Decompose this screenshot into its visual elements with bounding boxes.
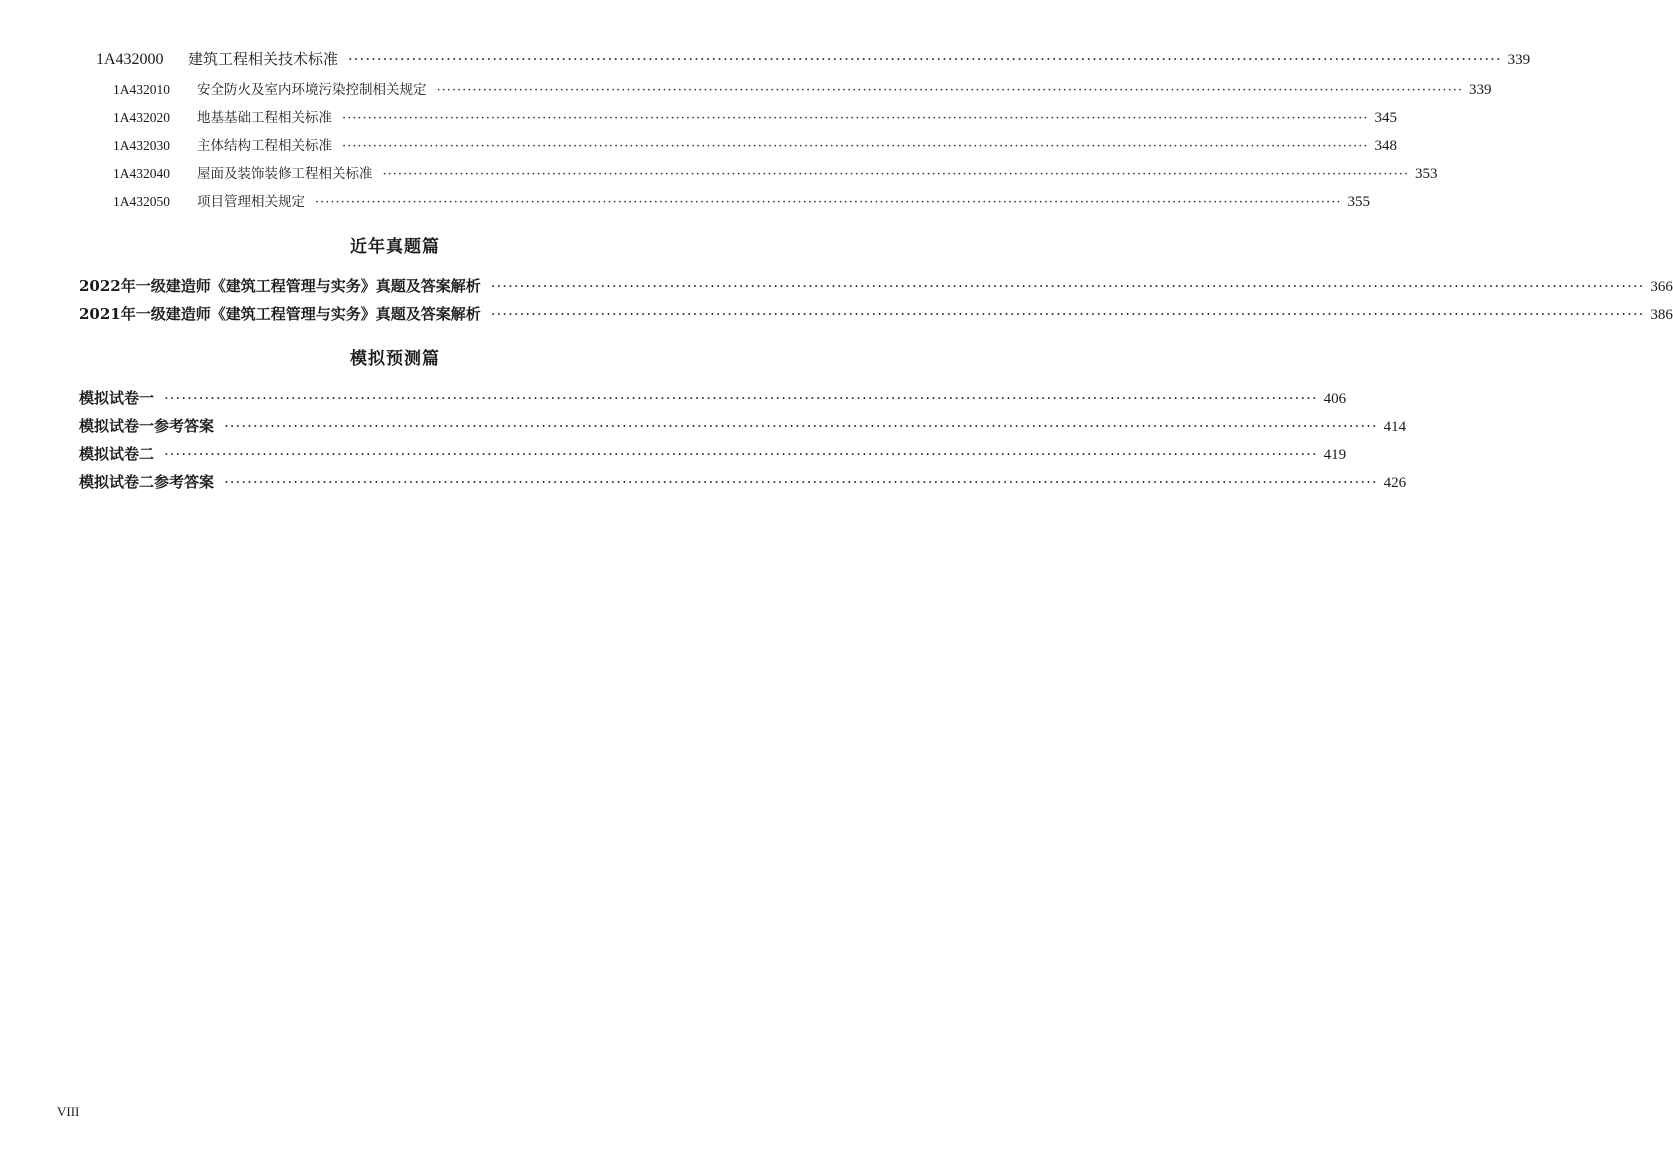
toc-entry-page: 414 bbox=[1383, 419, 1407, 435]
toc-entry-page: 355 bbox=[1347, 194, 1370, 210]
toc-entry-page: 386 bbox=[1650, 307, 1673, 323]
toc-entry-page: 419 bbox=[1323, 447, 1347, 463]
toc-entry-title: 模拟试卷一参考答案 bbox=[79, 417, 215, 435]
dot-leader: ········································································································································································································ bbox=[436, 83, 1463, 98]
toc-entry-exam-2021[interactable] bbox=[79, 303, 1673, 324]
toc-entry-page: 339 bbox=[1507, 52, 1531, 68]
toc-entry-1a432010[interactable] bbox=[113, 78, 1492, 99]
toc-entry-title: 安全防火及室内环境污染控制相关规定 bbox=[197, 82, 427, 98]
toc-entry-mock-1[interactable] bbox=[79, 387, 1347, 408]
page-number: VIII bbox=[57, 1104, 80, 1119]
toc-entry-title: 项目管理相关规定 bbox=[197, 194, 305, 210]
toc-entry-page: 406 bbox=[1323, 391, 1347, 407]
toc-entry-1a432050[interactable] bbox=[113, 190, 1370, 211]
section-heading-mock: 模拟预测篇 bbox=[350, 349, 440, 369]
toc-entry-page: 345 bbox=[1374, 110, 1397, 126]
toc-entry-code: 1A432000 bbox=[96, 51, 164, 68]
dot-leader: ········································································································································································································ bbox=[224, 417, 1378, 435]
dot-leader: ········································································································································································································ bbox=[224, 473, 1378, 491]
toc-entry-page: 426 bbox=[1383, 475, 1407, 491]
dot-leader: ········································································································································································································ bbox=[342, 139, 1369, 154]
toc-entry-code: 1A432030 bbox=[113, 138, 170, 153]
toc-entry-mock-2-answers[interactable] bbox=[79, 471, 1407, 492]
toc-entry-code: 1A432010 bbox=[113, 82, 170, 97]
toc-entry-title: 模拟试卷二 bbox=[79, 445, 155, 463]
dot-leader: ········································································································································································································ bbox=[164, 389, 1318, 407]
toc-entry-exam-2022[interactable] bbox=[79, 275, 1673, 296]
toc-entry-page: 348 bbox=[1374, 138, 1397, 154]
toc-entry-1a432030[interactable] bbox=[113, 134, 1397, 155]
toc-entry-title: 2022年一级建造师《建筑工程管理与实务》真题及答案解析 bbox=[79, 277, 481, 295]
dot-leader: ········································································································································································································ bbox=[342, 111, 1369, 126]
toc-entry-title: 2021年一级建造师《建筑工程管理与实务》真题及答案解析 bbox=[79, 305, 481, 323]
dot-leader: ········································································································································································································ bbox=[164, 445, 1318, 463]
toc-entry-mock-1-answers[interactable] bbox=[79, 415, 1407, 436]
toc-entry-page: 366 bbox=[1650, 279, 1673, 295]
dot-leader: ········································································································································································································ bbox=[348, 50, 1502, 68]
toc-entry-code: 1A432050 bbox=[113, 194, 170, 209]
toc-entry-title: 模拟试卷一 bbox=[79, 389, 155, 407]
toc-entry-1a432040[interactable] bbox=[113, 162, 1438, 183]
toc-entry-title: 地基基础工程相关标准 bbox=[197, 110, 332, 126]
toc-entry-title: 建筑工程相关技术标准 bbox=[188, 50, 339, 68]
toc-entry-title: 主体结构工程相关标准 bbox=[197, 138, 332, 154]
toc-entry-mock-2[interactable] bbox=[79, 443, 1347, 464]
toc-entry-title: 屋面及装饰装修工程相关标准 bbox=[197, 166, 373, 182]
toc-entry-page: 339 bbox=[1468, 82, 1492, 98]
dot-leader: ········································································································································································································ bbox=[490, 305, 1645, 323]
toc-entry-code: 1A432020 bbox=[113, 110, 170, 125]
dot-leader: ········································································································································································································ bbox=[382, 167, 1409, 182]
section-heading-exam: 近年真题篇 bbox=[350, 237, 440, 257]
toc-entry-title: 模拟试卷二参考答案 bbox=[79, 473, 215, 491]
toc-entry-1a432000[interactable] bbox=[96, 48, 1531, 69]
dot-leader: ········································································································································································································ bbox=[490, 277, 1645, 295]
toc-entry-1a432020[interactable] bbox=[113, 106, 1397, 127]
dot-leader: ········································································································································································································ bbox=[315, 195, 1342, 210]
toc-entry-page: 353 bbox=[1414, 166, 1438, 182]
toc-entry-code: 1A432040 bbox=[113, 166, 170, 181]
